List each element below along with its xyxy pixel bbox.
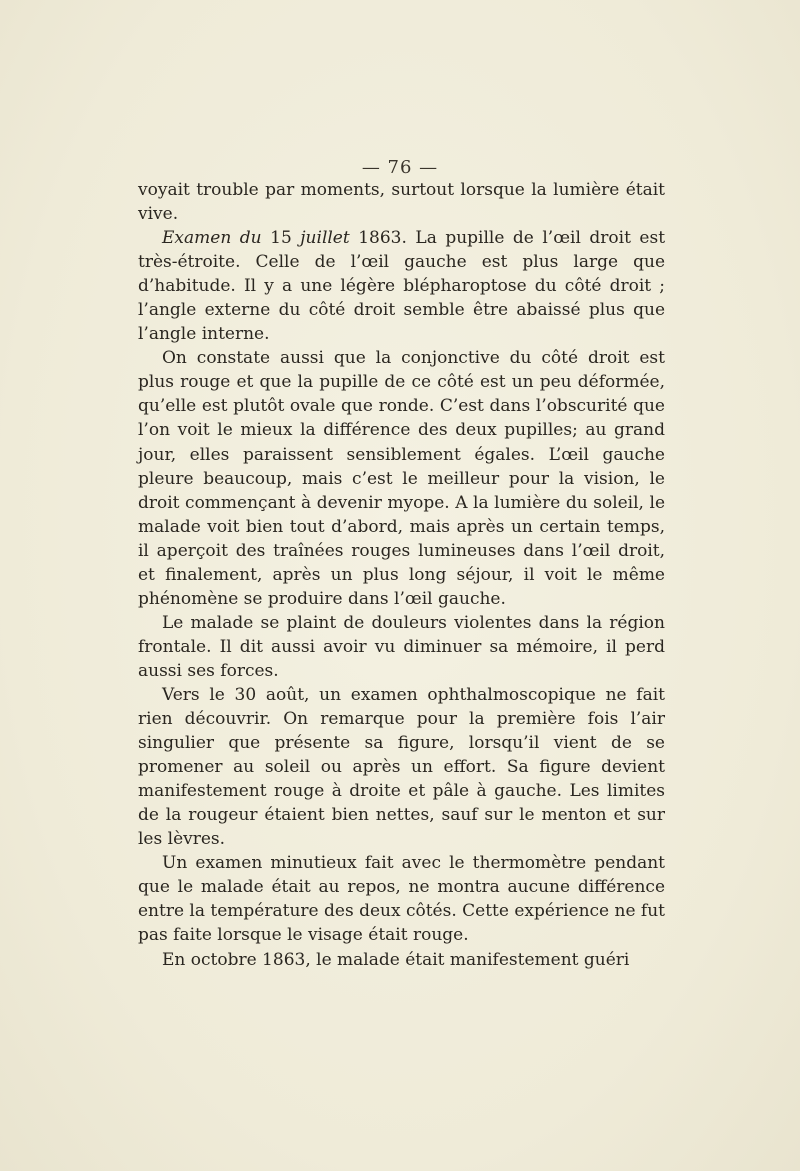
page-number: — 76 — bbox=[361, 157, 439, 178]
paragraph-thermometre: Un examen minutieux fait avec le thermomètre pendant que le malade était au repos, ne montra aucune différence entre la température des deux côtés. Cette expérience ne fut pas faite lorsque le visage était rouge. bbox=[138, 853, 665, 946]
paragraph-octobre: En octobre 1863, le malade était manifestement guéri bbox=[162, 949, 630, 970]
paragraph-douleurs: Le malade se plaint de douleurs violentes dans la région frontale. Il dit aussi avoir vu diminuer sa mémoire, il perd aussi ses forces. bbox=[138, 612, 665, 681]
body-text bbox=[138, 178, 665, 972]
paragraph-aout: Vers le 30 août, un examen ophthalmoscopique ne fait rien découvrir. On remarque pour la première fois l’air singulier que présente sa figure, lorsqu’il vient de se promener au soleil ou après un effort. Sa figure devient manifestement rouge à droite et pâle à gauche. Les limites de la rougeur étaient bien nettes, sauf sur le menton et sur les lèvres. bbox=[138, 684, 665, 850]
examen-day: 15 bbox=[270, 228, 292, 249]
examen-label: Examen du bbox=[162, 228, 262, 249]
examen-month: juillet bbox=[300, 228, 350, 249]
paragraph-continuation: voyait trouble par moments, surtout lorsque la lumière était vive. bbox=[138, 180, 665, 225]
examen-text: 1863. La pupille de l’œil droit est très-étroite. Celle de l’œil gauche est plus large que d’habitude. Il y a une légère blépharoptose du côté droit ; l’angle externe du côté droit semble être abaissé plus que l’angle interne. bbox=[138, 228, 666, 345]
paragraph-conjonctive: On constate aussi que la conjonctive du côté droit est plus rouge et que la pupille de ce côté est un peu déformée, qu’elle est plutôt ovale que ronde. C’est dans l’obscurité que l’on voit le mieux la différence des deux pupilles; au grand jour, elles paraissent sensiblement égales. L’œil gauche pleure beaucoup, mais c’est le meilleur pour la vision, le droit commençant à devenir myope. A la lumière du soleil, le malade voit bien tout d’abord, mais après un certain temps, il aperçoit des traînées rouges lumineuses dans l’œil droit, et finalement, après un plus long séjour, il voit le même phénomène se produire dans l’œil gauche. bbox=[138, 348, 665, 609]
paragraph-examen bbox=[138, 226, 665, 346]
